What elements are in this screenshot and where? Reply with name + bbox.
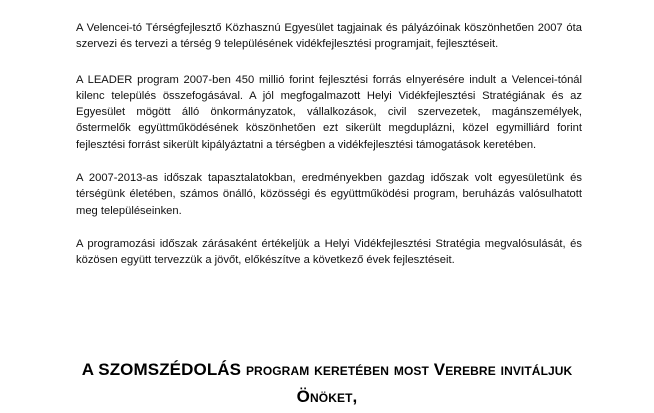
paragraph-intro: A Velencei-tó Térségfejlesztő Közhasznú Egyesület tagjainak és pályázóinak köszönhetően 2007 óta szervezi és tervezi a térség 9 településének vidékfejlesztési programjait, fejlesztéseit.	[76, 22, 582, 51]
paragraph-leader-program: A LEADER program 2007-ben 450 millió forint fejlesztési forrás elnyerésére indult a Velencei-tónál kilenc település összefogásával. A jól megfogalmazott Helyi Vidékfejlesztési Stratégiának és az Egyesület mögött álló önkormányzatok, vállalkozások, civil szervezetek, magánszemélyek, őstermelők együttműködésének köszönhetően ezt sikerült megduplázni, közel egymilliárd forint fejlesztési forrást sikerült kipályáztatni a térségben a vidékfejlesztési támogatások keretében.	[76, 73, 582, 151]
paragraph-evaluation: A programozási időszak zárásaként értékeljük a Helyi Vidékfejlesztési Stratégia megvalósulását, és közösen együtt tervezzük a jövőt, előkészítve a következő évek fejlesztéseit.	[76, 237, 582, 267]
invitation-heading: A SZOMSZÉDOLÁS program keretében most Verebre invitáljuk Önöket,	[81, 360, 573, 406]
paragraph-period-results: A 2007-2013-as időszak tapasztalatokban, eredményekben gazdag időszak volt egyesületünk és térségünk életében, számos önálló, közösségi és együttműködési program, beruházás valósulhatott meg településeinken.	[76, 172, 582, 217]
document-body	[76, 8, 582, 269]
